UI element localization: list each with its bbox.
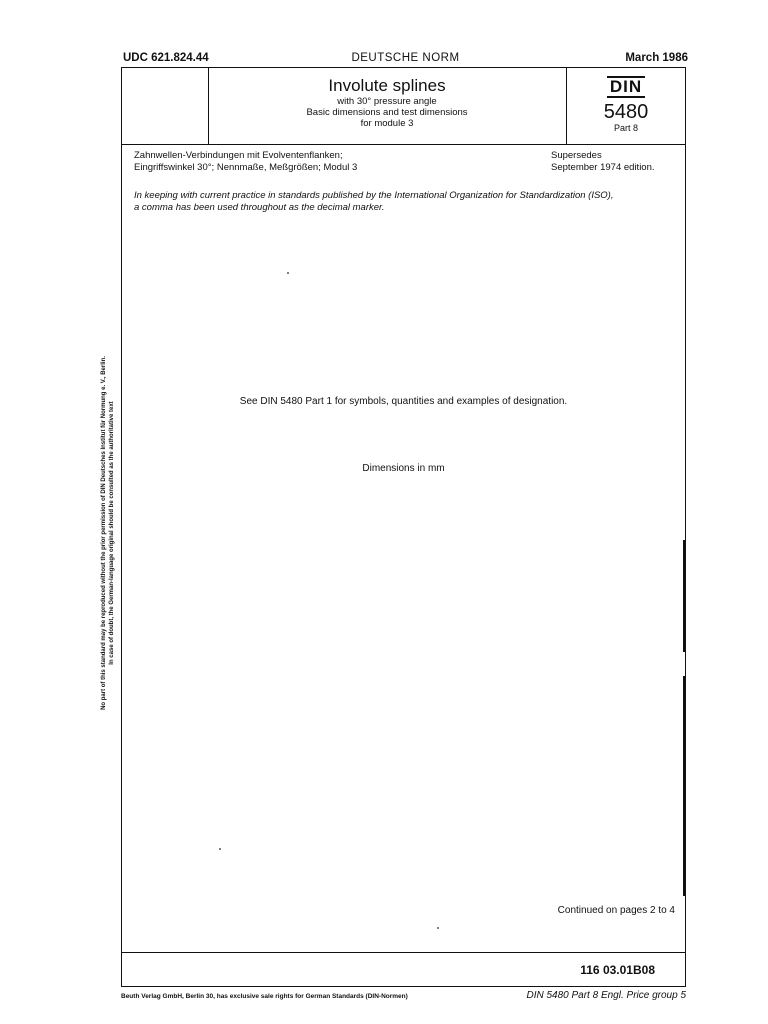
- document-code: 116 03.01B08: [580, 963, 655, 977]
- din-logo-bottom-bar: [607, 96, 645, 98]
- din-number: 5480: [603, 101, 649, 123]
- subtitle-line-3: for module 3: [360, 118, 414, 129]
- side-note-line-1: No part of this standard may be reproduced without the prior permission of DIN Deutsches Institut für Normung e. V., Berlin.: [101, 356, 107, 710]
- margin-mark-upper: [683, 540, 685, 652]
- bottom-divider: [122, 952, 685, 953]
- publication-date: March 1986: [625, 52, 688, 64]
- din-part: Part 8: [613, 123, 638, 133]
- publisher-footer: Beuth Verlag GmbH, Berlin 30, has exclusive sale rights for German Standards (DIN-Normen): [121, 993, 408, 1000]
- german-title-line-2: Eingriffswinkel 30°; Nennmaße, Meßgrößen; Modul 3: [134, 162, 358, 173]
- document-title: Involute splines: [328, 76, 446, 95]
- continued-note: Continued on pages 2 to 4: [557, 905, 675, 916]
- supersedes-edition: September 1974 edition.: [551, 162, 655, 173]
- supersedes-block: [551, 150, 655, 174]
- scan-speck: [287, 272, 289, 274]
- dimensions-note: Dimensions in mm: [362, 463, 445, 474]
- german-title-line-1: Zahnwellen-Verbindungen mit Evolventenflanken;: [134, 150, 343, 161]
- reference-footer: DIN 5480 Part 8 Engl. Price group 5: [526, 990, 686, 1001]
- iso-note-line-1: In keeping with current practice in standards published by the International Organization for Standardization (ISO),: [134, 190, 614, 201]
- document-frame: [121, 67, 686, 987]
- title-block-din-cell: [567, 68, 685, 144]
- title-block-left-cell: [122, 68, 209, 144]
- din-logo: [607, 76, 645, 98]
- iso-decimal-note: [134, 190, 679, 214]
- copyright-side-note: [100, 298, 116, 768]
- title-block-title-cell: [208, 68, 567, 144]
- iso-note-line-2: a comma has been used throughout as the decimal marker.: [134, 202, 385, 213]
- see-reference: See DIN 5480 Part 1 for symbols, quantities and examples of designation.: [239, 396, 568, 407]
- supersedes-label: Supersedes: [551, 150, 602, 161]
- title-block: [122, 68, 685, 145]
- side-note-line-2: In case of doubt, the German-language original should be consulted as the authoritative text: [109, 401, 115, 665]
- german-title: [134, 150, 357, 174]
- margin-mark-lower: [683, 676, 685, 896]
- scan-speck: [219, 848, 221, 850]
- udc-code: UDC 621.824.44: [123, 52, 209, 64]
- subtitle-line-2: Basic dimensions and test dimensions: [306, 107, 468, 118]
- norm-type: DEUTSCHE NORM: [351, 52, 460, 64]
- top-header-strip: [123, 52, 688, 66]
- din-logo-text: DIN: [609, 77, 643, 96]
- subtitle-line-1: with 30° pressure angle: [337, 96, 437, 107]
- scan-speck: [437, 927, 439, 929]
